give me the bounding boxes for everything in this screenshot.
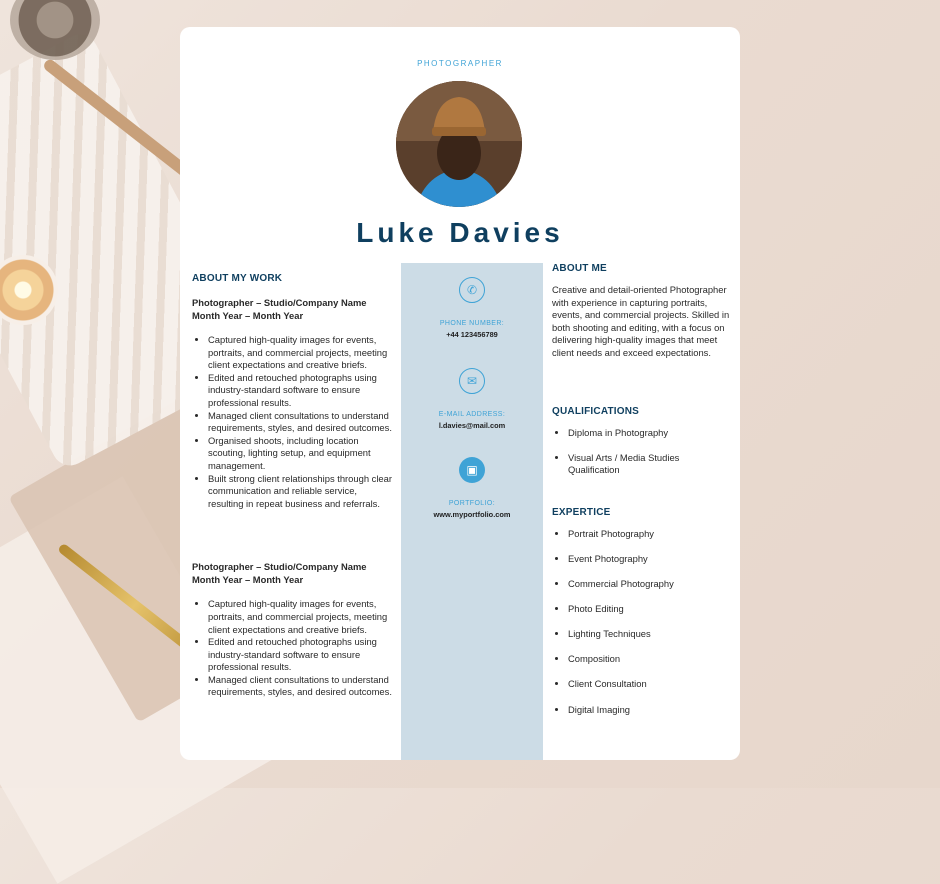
list-item: • Event Photography xyxy=(568,553,732,566)
contact-panel xyxy=(401,263,543,760)
phone-label: PHONE NUMBER: xyxy=(439,320,505,327)
job-title: Photographer – Studio/Company Name xyxy=(192,561,367,573)
list-item: • Captured high-quality images for events, portraits, and commercial projects, meeting client expectations and creative briefs. xyxy=(208,334,392,372)
expertise-list xyxy=(552,528,732,716)
section-title-about-work: ABOUT MY WORK xyxy=(192,273,283,284)
job-bullets xyxy=(192,598,392,699)
section-title-qualifications: QUALIFICATIONS xyxy=(552,405,640,417)
qualifications-list xyxy=(552,427,732,477)
phone-value: +44 123456789 xyxy=(446,330,498,339)
job-title: Photographer – Studio/Company Name xyxy=(192,297,367,308)
phone-icon: ✆ xyxy=(459,277,485,303)
list-item: • Commercial Photography xyxy=(568,578,732,591)
profile-photo xyxy=(396,81,522,207)
resume-sheet xyxy=(180,27,740,760)
email-value: l.davies@mail.com xyxy=(438,421,506,430)
list-item: • Client Consultation xyxy=(568,678,732,691)
list-item: • Photo Editing xyxy=(568,603,732,616)
list-item: • Managed client consultations to understand requirements, styles, and desired outcomes. xyxy=(208,674,392,699)
job-dates: Month Year – Month Year xyxy=(192,309,304,321)
list-item: • Portrait Photography xyxy=(568,528,732,541)
section-title-about-me: ABOUT ME xyxy=(552,263,607,274)
list-item: • Managed client consultations to understand requirements, styles, and desired outcomes. xyxy=(208,410,392,435)
section-title-expertise: EXPERTICE xyxy=(552,506,611,518)
contact-phone xyxy=(401,277,543,339)
list-item: • Diploma in Photography xyxy=(568,427,732,440)
job-entry xyxy=(192,561,392,586)
work-column xyxy=(192,273,392,699)
email-label: E-MAIL ADDRESS: xyxy=(438,411,506,418)
profile-column xyxy=(552,263,732,729)
list-item: • Lighting Techniques xyxy=(568,628,732,641)
list-item: • Visual Arts / Media Studies Qualification xyxy=(568,452,732,477)
job-bullets xyxy=(192,334,392,510)
portfolio-label: PORTFOLIO: xyxy=(448,500,496,507)
job-entry xyxy=(192,297,392,322)
briefcase-icon: ▣ xyxy=(459,457,485,483)
list-item: • Captured high-quality images for events, portraits, and commercial projects, meeting client expectations and creative briefs. xyxy=(208,598,392,636)
mail-icon: ✉ xyxy=(459,368,485,394)
person-name: Luke Davies xyxy=(356,217,564,248)
role-title: PHOTOGRAPHER xyxy=(417,59,503,68)
contact-portfolio xyxy=(401,457,543,519)
list-item: • Edited and retouched photographs using industry-standard software to ensure professional results. xyxy=(208,636,392,674)
list-item: • Built strong client relationships through clear communication and reliable service, resulting in repeat business and referrals. xyxy=(208,473,392,511)
list-item: • Organised shoots, including location scouting, lighting setup, and equipment management. xyxy=(208,435,392,473)
about-me-text: Creative and detail-oriented Photographer with experience in capturing portraits, events, and commercial projects. Skilled in both shooting and editing, with a focus on delivering high-quality images that meet client needs and exceed expectations. xyxy=(552,284,730,358)
list-item: • Edited and retouched photographs using industry-standard software to ensure professional results. xyxy=(208,372,392,410)
portfolio-value: www.myportfolio.com xyxy=(433,510,511,519)
contact-email xyxy=(401,368,543,430)
job-dates: Month Year – Month Year xyxy=(192,573,304,585)
list-item: • Composition xyxy=(568,653,732,666)
list-item: • Digital Imaging xyxy=(568,704,732,717)
